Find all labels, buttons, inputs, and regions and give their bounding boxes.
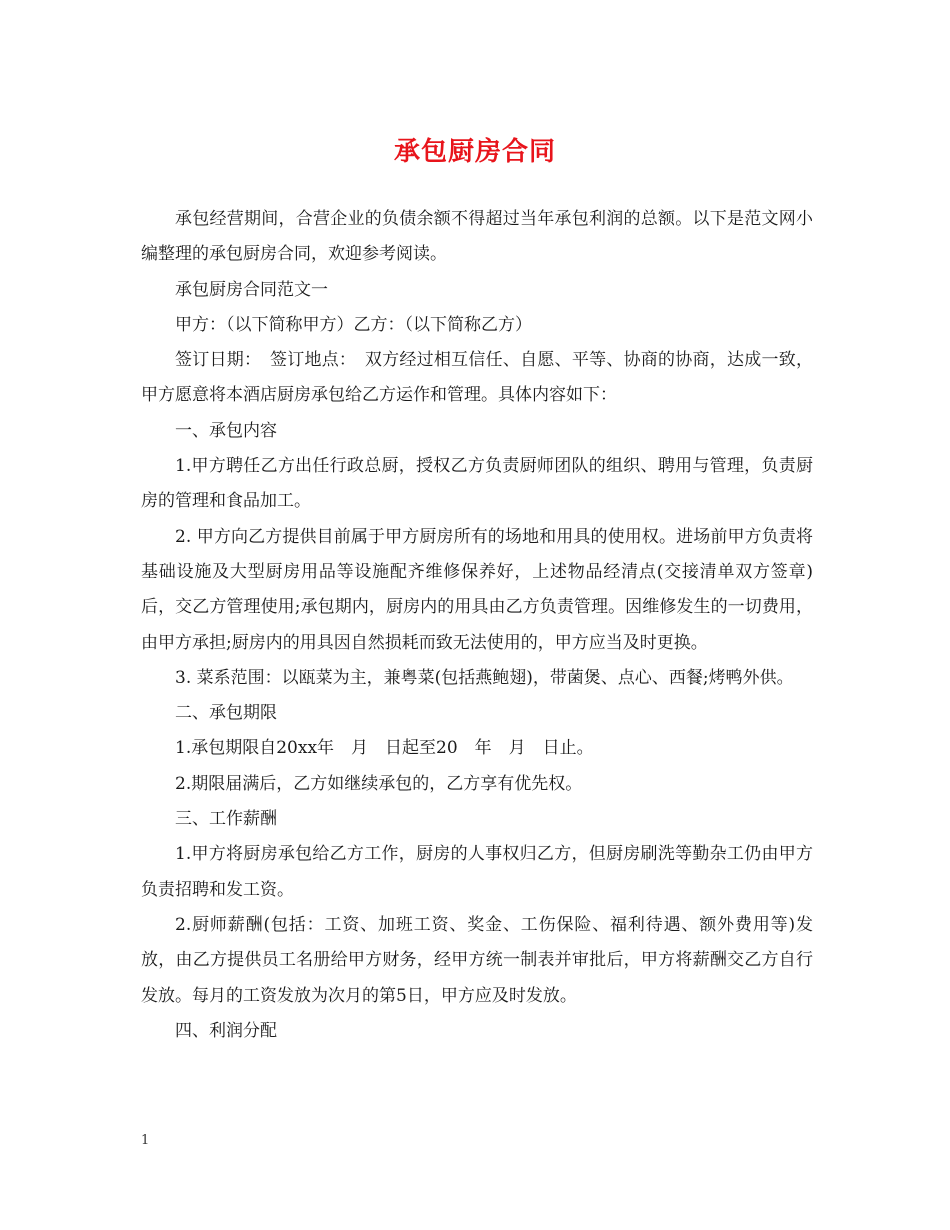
clause-2-1: 1.承包期限自20xx年 月 日起至20 年 月 日止。: [175, 738, 594, 759]
paragraph-signing: 签订日期： 签订地点： 双方经过相互信任、自愿、平等、协商的协商，达成一致，甲方愿意将本酒店厨房承包给乙方运作和管理。具体内容如下：: [141, 350, 813, 406]
clause-3-1: 1.甲方将厨房承包给乙方工作，厨房的人事权归乙方，但厨房刷洗等勤杂工仍由甲方负责招聘和发工资。: [141, 844, 813, 900]
clause-1-3: 3. 菜系范围：以瓯菜为主，兼粤菜(包括燕鲍翅)，带菌煲、点心、西餐;烤鸭外供。: [175, 667, 794, 688]
paragraph-sample-heading: 承包厨房合同范文一: [175, 279, 328, 300]
section-heading-contract-term: 二、承包期限: [175, 703, 277, 724]
paragraph-parties: 甲方：（以下简称甲方）乙方：（以下简称乙方）: [175, 314, 532, 335]
document-body: [141, 202, 813, 1049]
clause-3-2: 2.厨师薪酬(包括：工资、加班工资、奖金、工伤保险、福利待遇、额外费用等)发放，由乙方提供员工名册给甲方财务，经甲方统一制表并审批后，甲方将薪酬交乙方自行发放。每月的工资发放为次月的第5日，甲方应及时发放。: [141, 914, 813, 1006]
page-number: 1: [141, 1133, 150, 1148]
clause-2-2: 2.期限届满后，乙方如继续承包的，乙方享有优先权。: [175, 773, 583, 794]
document-title: 承包厨房合同: [393, 137, 556, 167]
clause-1-2: 2. 甲方向乙方提供目前属于甲方厨房所有的场地和用具的使用权。进场前甲方负责将基础设施及大型厨房用品等设施配齐维修保养好，上述物品经清点(交接清单双方签章)后，交乙方管理使用;承包期内，厨房内的用具由乙方负责管理。因维修发生的一切费用，由甲方承担;厨房内的用具因自然损耗而致无法使用的，甲方应当及时更换。: [141, 526, 813, 653]
section-heading-profit-distribution: 四、利润分配: [175, 1020, 277, 1041]
paragraph-intro: 承包经营期间，合营企业的负债余额不得超过当年承包利润的总额。以下是范文网小编整理的承包厨房合同，欢迎参考阅读。: [141, 209, 813, 265]
clause-1-1: 1.甲方聘任乙方出任行政总厨，授权乙方负责厨师团队的组织、聘用与管理，负责厨房的管理和食品加工。: [141, 456, 813, 512]
section-heading-compensation: 三、工作薪酬: [175, 809, 277, 830]
section-heading-contract-content: 一、承包内容: [175, 420, 277, 441]
